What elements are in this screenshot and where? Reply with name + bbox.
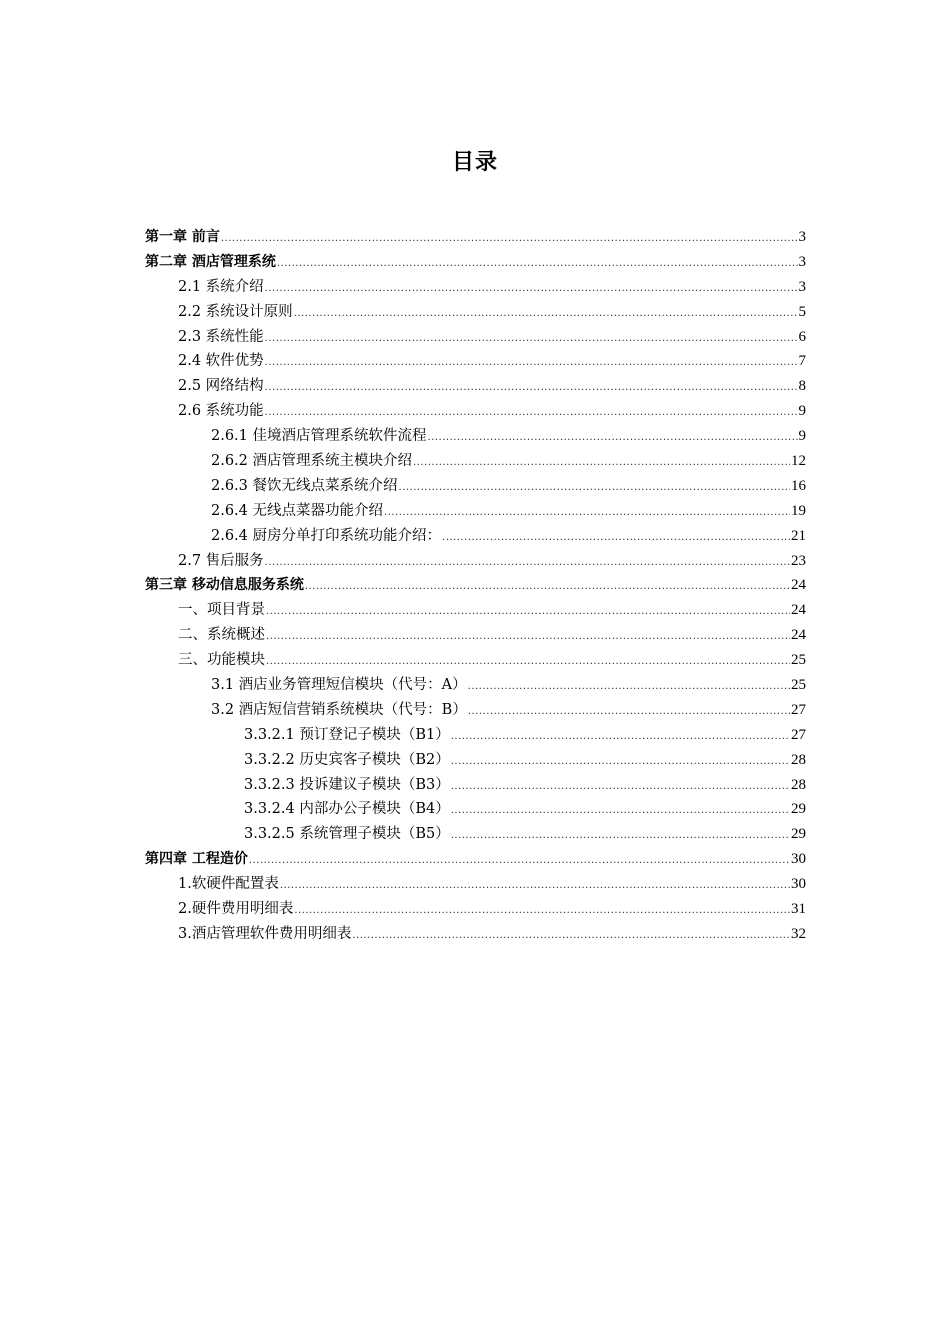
toc-dot-leader bbox=[305, 575, 790, 600]
toc-entry-label: 3.2 酒店短信营销系统模块（代号：B） bbox=[211, 701, 467, 718]
toc-entry[interactable] bbox=[145, 897, 806, 922]
toc-entry[interactable] bbox=[145, 275, 806, 300]
toc-entry-label: 3.3.2.1 预订登记子模块（B1） bbox=[244, 726, 450, 743]
toc-entry-page-number: 28 bbox=[791, 751, 806, 768]
toc-entry-page-number: 23 bbox=[791, 552, 806, 569]
toc-dot-leader bbox=[468, 675, 790, 700]
toc-dot-leader bbox=[468, 700, 790, 725]
toc-entry-label: 2.6 系统功能 bbox=[178, 403, 264, 420]
toc-entry[interactable] bbox=[145, 797, 806, 822]
toc-entry-page-number: 27 bbox=[791, 726, 806, 743]
toc-entry-page-number: 30 bbox=[791, 851, 806, 868]
toc-entry-label: 3.1 酒店业务管理短信模块（代号：A） bbox=[211, 677, 467, 694]
toc-entry-page-number: 25 bbox=[791, 652, 806, 669]
toc-entry[interactable] bbox=[145, 673, 806, 698]
toc-entry[interactable] bbox=[145, 773, 806, 798]
toc-dot-leader bbox=[249, 849, 790, 874]
toc-entry[interactable] bbox=[145, 698, 806, 723]
toc-entry[interactable] bbox=[145, 474, 806, 499]
toc-entry-label: 第二章 酒店管理系统 bbox=[145, 253, 276, 270]
toc-entry[interactable] bbox=[145, 399, 806, 424]
toc-entry-page-number: 27 bbox=[791, 701, 806, 718]
toc-entry-page-number: 24 bbox=[791, 577, 806, 594]
toc-entry[interactable] bbox=[145, 325, 806, 350]
toc-dot-leader bbox=[221, 227, 798, 252]
toc-entry-page-number: 29 bbox=[791, 826, 806, 843]
toc-entry-label: 一、项目背景 bbox=[178, 602, 265, 619]
toc-entry[interactable] bbox=[145, 922, 806, 947]
toc-entry-page-number: 6 bbox=[798, 328, 806, 345]
toc-entry[interactable] bbox=[145, 847, 806, 872]
toc-dot-leader bbox=[265, 277, 798, 302]
toc-dot-leader bbox=[442, 526, 790, 551]
toc-entry-page-number: 25 bbox=[791, 677, 806, 694]
toc-entry[interactable] bbox=[145, 573, 806, 598]
toc-dot-leader bbox=[413, 451, 790, 476]
toc-entry-label: 2.硬件费用明细表 bbox=[178, 901, 294, 918]
toc-entry-page-number: 24 bbox=[791, 602, 806, 619]
toc-entry-label: 第四章 工程造价 bbox=[145, 851, 248, 868]
toc-entry-page-number: 3 bbox=[798, 278, 806, 295]
toc-entry-page-number: 9 bbox=[798, 403, 806, 420]
toc-entry[interactable] bbox=[145, 424, 806, 449]
toc-entry-page-number: 21 bbox=[791, 527, 806, 544]
toc-entry-label: 2.3 系统性能 bbox=[178, 328, 264, 345]
toc-entry[interactable] bbox=[145, 648, 806, 673]
toc-entry-page-number: 3 bbox=[798, 229, 806, 245]
toc-entry-label: 第三章 移动信息服务系统 bbox=[145, 577, 304, 594]
toc-entry-page-number: 29 bbox=[791, 801, 806, 818]
toc-entry-label: 3.3.2.4 内部办公子模块（B4） bbox=[244, 801, 450, 818]
toc-entry[interactable] bbox=[145, 623, 806, 648]
toc-entry[interactable] bbox=[145, 449, 806, 474]
toc-entry-page-number: 24 bbox=[791, 627, 806, 644]
toc-entry-page-number: 5 bbox=[798, 303, 806, 320]
toc-entry-page-number: 19 bbox=[791, 502, 806, 519]
toc-entry-page-number: 3 bbox=[798, 253, 806, 270]
toc-dot-leader bbox=[266, 650, 790, 675]
toc-dot-leader bbox=[451, 750, 790, 775]
toc-dot-leader bbox=[384, 501, 790, 526]
toc-entry-label: 2.6.3 餐饮无线点菜系统介绍 bbox=[211, 477, 398, 494]
toc-entry-label: 2.5 网络结构 bbox=[178, 378, 264, 395]
toc-entry-label: 2.6.4 无线点菜器功能介绍 bbox=[211, 502, 384, 519]
table-of-contents bbox=[145, 225, 806, 947]
toc-dot-leader bbox=[280, 874, 790, 899]
toc-entry-page-number: 30 bbox=[791, 876, 806, 893]
toc-dot-leader bbox=[265, 551, 790, 576]
toc-entry[interactable] bbox=[145, 374, 806, 399]
toc-entry-label: 2.1 系统介绍 bbox=[178, 278, 264, 295]
toc-entry-label: 3.3.2.2 历史宾客子模块（B2） bbox=[244, 751, 450, 768]
toc-dot-leader bbox=[451, 824, 790, 849]
toc-entry-page-number: 16 bbox=[791, 477, 806, 494]
toc-entry[interactable] bbox=[145, 225, 806, 250]
toc-entry[interactable] bbox=[145, 300, 806, 325]
toc-entry-page-number: 7 bbox=[798, 353, 806, 370]
toc-entry-label: 3.酒店管理软件费用明细表 bbox=[178, 925, 352, 942]
toc-dot-leader bbox=[451, 775, 790, 800]
toc-entry[interactable] bbox=[145, 499, 806, 524]
toc-dot-leader bbox=[265, 327, 798, 352]
toc-entry-label: 二、系统概述 bbox=[178, 627, 265, 644]
toc-dot-leader bbox=[265, 351, 798, 376]
toc-entry-label: 2.6.4 厨房分单打印系统功能介绍： bbox=[211, 527, 442, 544]
toc-entry-label: 3.3.2.5 系统管理子模块（B5） bbox=[244, 826, 450, 843]
toc-entry-label: 第一章 前言 bbox=[145, 229, 220, 245]
toc-entry-label: 2.7 售后服务 bbox=[178, 552, 264, 569]
toc-entry-page-number: 8 bbox=[798, 378, 806, 395]
toc-entry-page-number: 31 bbox=[791, 901, 806, 918]
toc-entry-label: 2.2 系统设计原则 bbox=[178, 303, 293, 320]
toc-entry[interactable] bbox=[145, 250, 806, 275]
toc-entry-label: 2.4 软件优势 bbox=[178, 353, 264, 370]
toc-entry[interactable] bbox=[145, 549, 806, 574]
toc-dot-leader bbox=[277, 252, 798, 277]
toc-dot-leader bbox=[265, 401, 798, 426]
toc-dot-leader bbox=[294, 899, 790, 924]
toc-entry[interactable] bbox=[145, 598, 806, 623]
toc-entry[interactable] bbox=[145, 349, 806, 374]
toc-dot-leader bbox=[265, 376, 798, 401]
toc-entry[interactable] bbox=[145, 822, 806, 847]
toc-entry-label: 1.软硬件配置表 bbox=[178, 876, 279, 893]
toc-entry-label: 3.3.2.3 投诉建议子模块（B3） bbox=[244, 776, 450, 793]
toc-dot-leader bbox=[294, 302, 798, 327]
toc-entry-label: 2.6.1 佳境酒店管理系统软件流程 bbox=[211, 428, 427, 445]
toc-dot-leader bbox=[451, 799, 790, 824]
toc-entry-page-number: 9 bbox=[798, 428, 806, 445]
page-title: 目录 bbox=[451, 150, 498, 175]
toc-dot-leader bbox=[451, 725, 790, 750]
toc-entry[interactable] bbox=[145, 723, 806, 748]
toc-dot-leader bbox=[399, 476, 790, 501]
toc-entry-label: 三、功能模块 bbox=[178, 652, 265, 669]
toc-entry[interactable] bbox=[145, 524, 806, 549]
toc-entry-page-number: 12 bbox=[791, 453, 806, 470]
toc-entry[interactable] bbox=[145, 872, 806, 897]
toc-dot-leader bbox=[266, 600, 790, 625]
toc-dot-leader bbox=[428, 426, 798, 451]
toc-entry-page-number: 28 bbox=[791, 776, 806, 793]
toc-dot-leader bbox=[352, 924, 790, 949]
toc-entry[interactable] bbox=[145, 748, 806, 773]
toc-dot-leader bbox=[266, 625, 790, 650]
toc-entry-label: 2.6.2 酒店管理系统主模块介绍 bbox=[211, 453, 413, 470]
toc-entry-page-number: 32 bbox=[791, 925, 806, 942]
